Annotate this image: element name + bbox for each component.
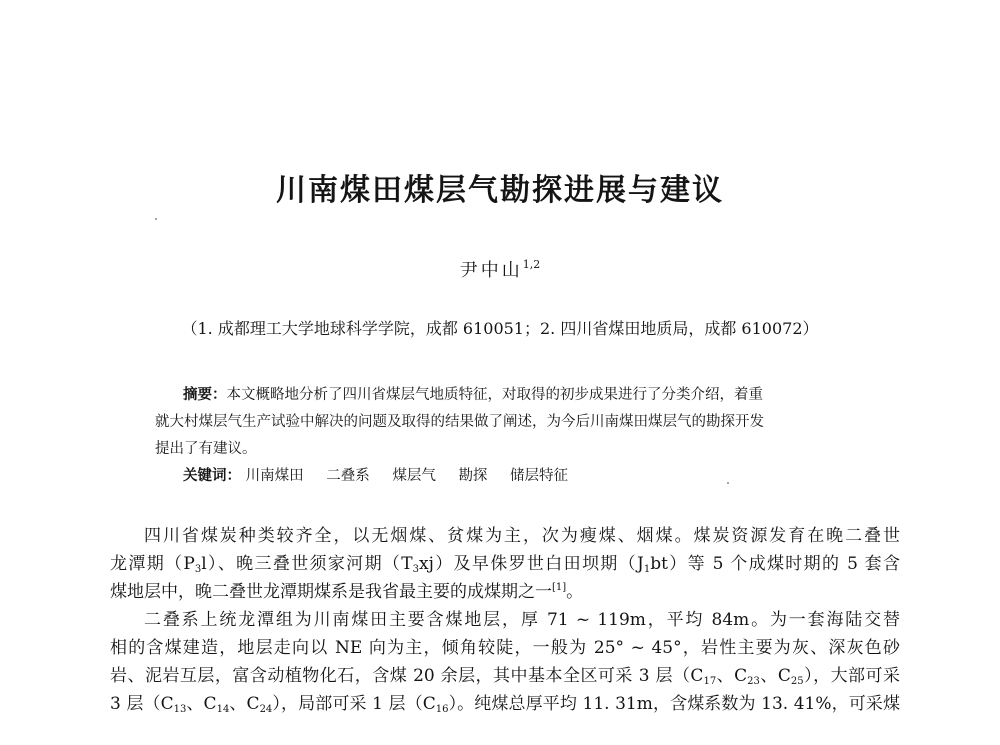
- abstract-block: [155, 382, 875, 490]
- text-run: 。: [566, 582, 584, 602]
- author-line: [0, 256, 1000, 282]
- body-p1-line-2: [110, 550, 900, 578]
- subscript: 3: [412, 564, 419, 575]
- subscript: 3: [194, 564, 202, 575]
- keywords-line: [155, 463, 875, 490]
- text-run: 、C: [229, 694, 260, 714]
- text-run: ），大部可采: [803, 666, 901, 686]
- text-run: 、C: [716, 666, 748, 686]
- body-text: [110, 522, 900, 718]
- author-name: 尹中山: [459, 260, 523, 281]
- abstract-label: 摘要：: [183, 387, 227, 403]
- scan-speck: [155, 218, 157, 220]
- text-run: ），局部可采 1 层（C: [272, 694, 436, 714]
- keyword: 储层特征: [510, 468, 569, 484]
- subscript: 23: [747, 676, 760, 687]
- abstract-line-1: [155, 382, 875, 409]
- text-run: xj）及早侏罗世白田坝期（J: [419, 554, 644, 574]
- subscript: 14: [216, 704, 230, 715]
- paper-title: 川南煤田煤层气勘探进展与建议: [276, 173, 724, 208]
- text-run: ）。纯煤总厚平均 11. 31m，含煤系数为 13. 41%，可采煤: [448, 694, 900, 714]
- text-run: 3 层（C: [110, 694, 174, 714]
- body-p1-line-3: [110, 578, 900, 606]
- body-p2-line-2: 相的含煤建造，地层走向以 NE 向为主，倾角较陡，一般为 25° ~ 45°，岩性主要为灰、深灰色砂: [110, 638, 900, 658]
- body-p2-line-1: 二叠系上统龙潭组为川南煤田主要含煤地层，厚 71 ~ 119m，平均 84m。为一套海陆交替: [144, 610, 900, 630]
- text-run: 煤地层中，晚二叠世龙潭期煤系是我省最主要的成煤期之一: [110, 582, 552, 602]
- subscript: 1: [643, 564, 651, 575]
- body-p2-line-3: [110, 662, 900, 690]
- body-p2-line-4: [110, 690, 900, 718]
- keyword: 川南煤田: [245, 468, 304, 484]
- abstract-line-2: 就大村煤层气生产试验中解决的问题及取得的结果做了阐述，为今后川南煤田煤层气的勘探开发: [155, 414, 764, 430]
- abstract-line-3: 提出了有建议。: [155, 441, 257, 457]
- body-p1-line-1: 四川省煤炭种类较齐全，以无烟煤、贫煤为主，次为瘦煤、烟煤。煤炭资源发育在晚二叠世: [144, 526, 900, 546]
- keywords-label: 关键词：: [183, 468, 241, 484]
- subscript: 16: [435, 704, 449, 715]
- text-run: 、C: [759, 666, 791, 686]
- citation-mark: [1]: [552, 582, 567, 593]
- text-run: 龙潭期（P: [110, 554, 195, 574]
- abstract-text: 本文概略地分析了四川省煤层气地质特征，对取得的初步成果进行了分类介绍，着重: [226, 387, 763, 403]
- subscript: 13: [173, 704, 187, 715]
- subscript: 17: [703, 676, 717, 687]
- text-run: l）、晚三叠世须家河期（T: [201, 554, 413, 574]
- text-run: bt）等 5 个成煤时期的 5 套含: [650, 554, 900, 574]
- text-run: 、C: [186, 694, 217, 714]
- subscript: 25: [790, 676, 804, 687]
- subscript: 24: [259, 704, 273, 715]
- affiliation: （1. 成都理工大学地球科学学院，成都 610051；2. 四川省煤田地质局，成都 610072）: [181, 319, 819, 338]
- keyword: 二叠系: [326, 468, 370, 484]
- keyword: 勘探: [458, 468, 488, 484]
- author-affil-marks: 1,2: [522, 258, 541, 271]
- text-run: 岩、泥岩互层，富含动植物化石，含煤 20 余层，其中基本全区可采 3 层（C: [110, 666, 704, 686]
- keyword: 煤层气: [392, 468, 436, 484]
